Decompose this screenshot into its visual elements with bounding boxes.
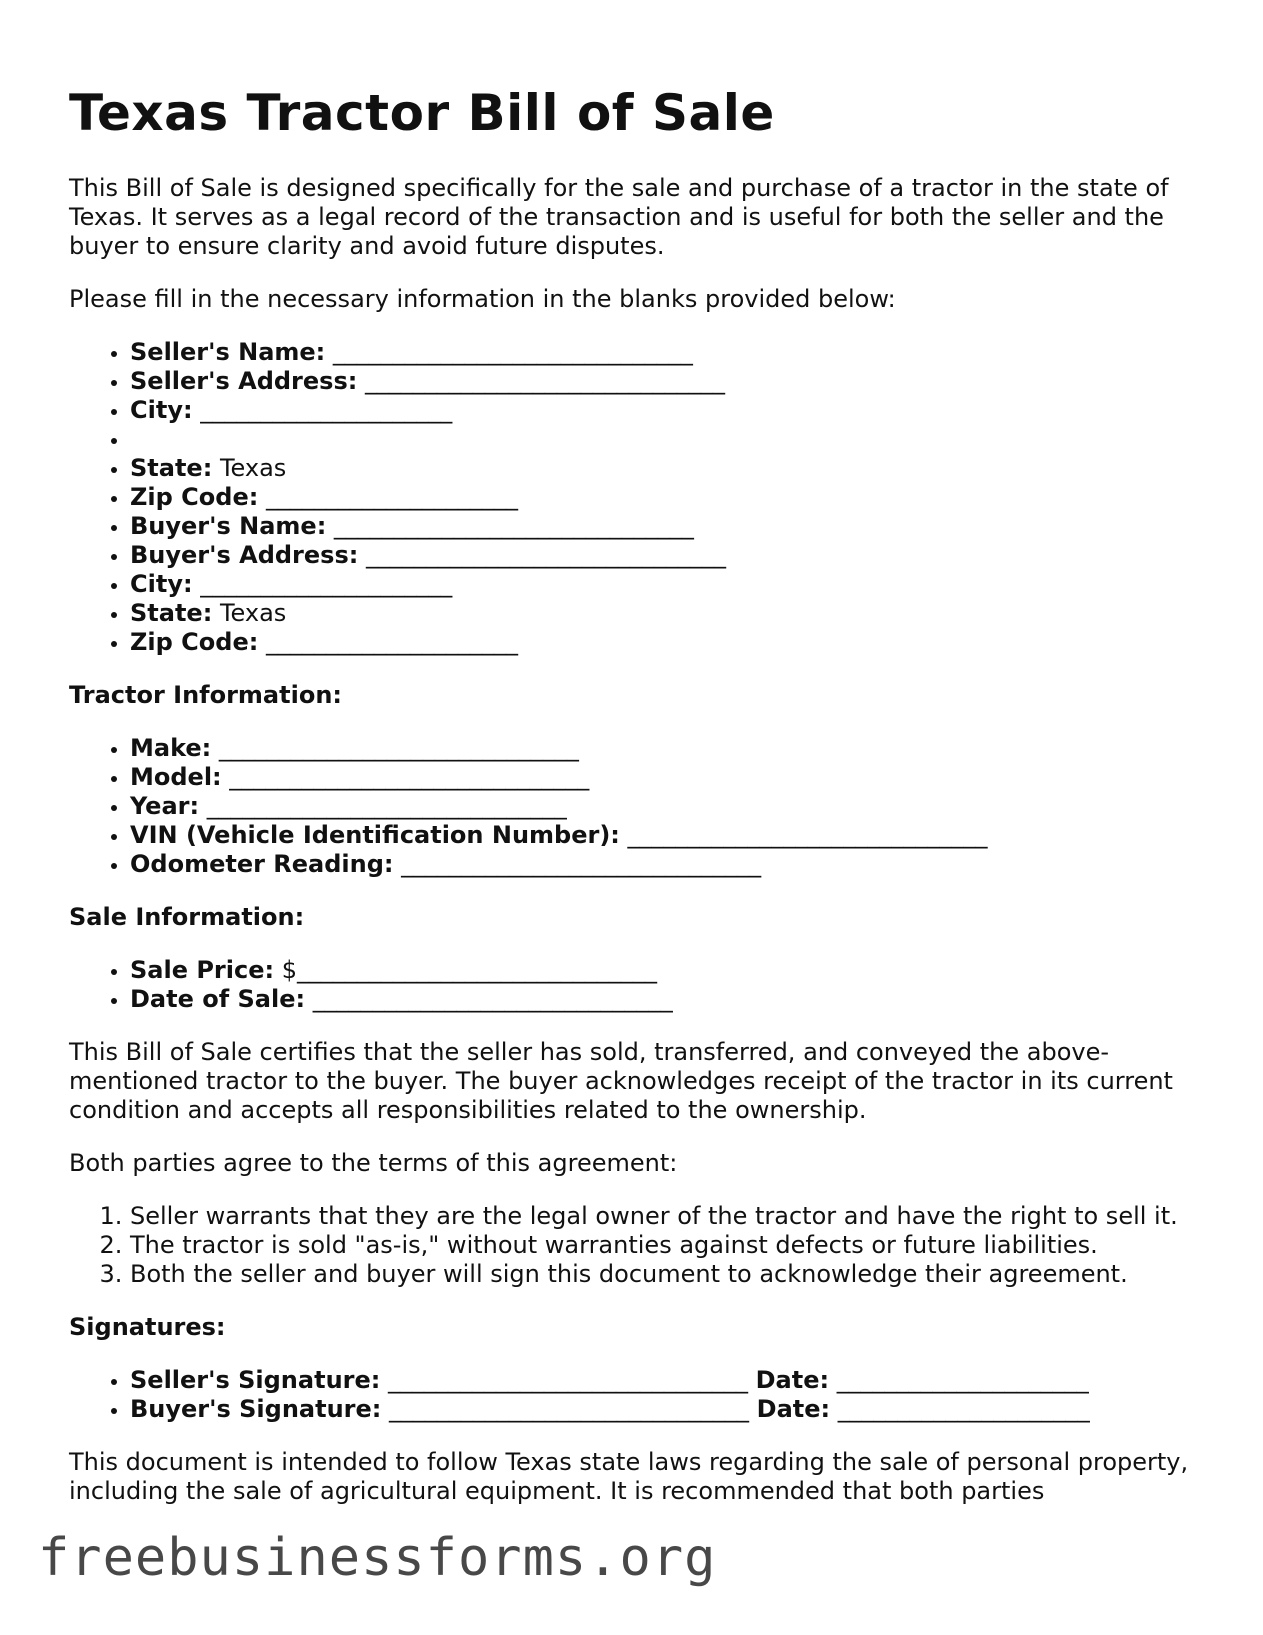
list-item-buyer-zip xyxy=(130,628,1194,657)
list-item-seller-city xyxy=(130,396,1194,425)
field-label: Buyer's Name: xyxy=(130,512,327,540)
blank-field: ______________________________ xyxy=(221,763,590,791)
field-label: Seller's Name: xyxy=(130,338,326,366)
field-label: City: xyxy=(130,396,193,424)
blank-field: ______________________________ xyxy=(305,985,673,1013)
field-label: State: xyxy=(130,454,213,482)
field-label: City: xyxy=(130,570,193,598)
blank-field: ______________________________ xyxy=(380,1366,756,1394)
blank-field: ______________________________ xyxy=(619,821,988,849)
blank-field: _____________________ xyxy=(192,396,453,424)
date-label: Date: xyxy=(756,1395,831,1423)
list-item-seller-zip xyxy=(130,483,1194,512)
sale-info-heading: Sale Information: xyxy=(69,903,305,931)
blank-field: _____________________ xyxy=(192,570,453,598)
blank-field: _____________________ xyxy=(829,1366,1089,1394)
closing-paragraph: This document is intended to follow Texas state laws regarding the sale of personal property, including the sale of agricultural equipment. It is recommended that both parties xyxy=(69,1448,1189,1505)
field-label: Make: xyxy=(130,734,212,762)
list-item-make xyxy=(130,734,1194,763)
sale-info-list xyxy=(69,956,1194,1014)
field-value: Texas xyxy=(212,599,287,627)
list-item-year xyxy=(130,792,1194,821)
instructions-paragraph: Please fill in the necessary information in the blanks provided below: xyxy=(69,285,896,313)
list-item-buyer-signature xyxy=(130,1395,1194,1424)
list-item-sale-price xyxy=(130,956,1194,985)
list-item-buyer-state xyxy=(130,599,1194,628)
blank-field: $______________________________ xyxy=(274,956,657,984)
certification-paragraph: This Bill of Sale certifies that the seller has sold, transferred, and conveyed the above-mentioned tractor to the buyer. The buyer acknowledges receipt of the tractor in its current condition and accepts all responsibilities related to the ownership. xyxy=(69,1038,1173,1124)
blank-field: ______________________________ xyxy=(381,1395,757,1423)
blank-field: _____________________ xyxy=(830,1395,1090,1423)
blank-field: ______________________________ xyxy=(326,512,694,540)
watermark: freebusinessforms.org xyxy=(38,1528,717,1588)
tractor-info-list xyxy=(69,734,1194,879)
list-item-model xyxy=(130,763,1194,792)
list-item-date-of-sale xyxy=(130,985,1194,1014)
term-item: 1. Seller warrants that they are the legal owner of the tractor and have the right to sell it. xyxy=(130,1202,1194,1231)
blank-field: ______________________________ xyxy=(358,541,726,569)
list-item-seller-state xyxy=(130,454,1194,483)
signatures-heading: Signatures: xyxy=(69,1313,226,1341)
intro-paragraph: This Bill of Sale is designed specifically for the sale and purchase of a tractor in the state of Texas. It serves as a legal record of the transaction and is useful for both the seller and the buyer to ensure clarity and avoid future disputes. xyxy=(69,174,1169,260)
blank-field: _____________________ xyxy=(258,483,518,511)
blank-field: ______________________________ xyxy=(357,367,725,395)
document-page xyxy=(69,82,1194,1530)
list-item-buyer-city xyxy=(130,570,1194,599)
field-label: Zip Code: xyxy=(130,628,259,656)
blank-field: ______________________________ xyxy=(393,850,762,878)
blank-field: _____________________ xyxy=(258,628,518,656)
list-item-odometer xyxy=(130,850,1194,879)
list-item-seller-signature xyxy=(130,1366,1194,1395)
field-label: State: xyxy=(130,599,213,627)
list-item-buyer-name xyxy=(130,512,1194,541)
list-item-buyer-address xyxy=(130,541,1194,570)
field-label: Seller's Signature: xyxy=(130,1366,381,1394)
field-label: Buyer's Signature: xyxy=(130,1395,382,1423)
field-label: Date of Sale: xyxy=(130,985,306,1013)
tractor-info-heading: Tractor Information: xyxy=(69,681,342,709)
field-label: Sale Price: xyxy=(130,956,275,984)
blank-field: ______________________________ xyxy=(211,734,579,762)
list-item-vin xyxy=(130,821,1194,850)
field-label: Zip Code: xyxy=(130,483,259,511)
party-info-list xyxy=(69,338,1194,657)
term-item: 3. Both the seller and buyer will sign this document to acknowledge their agreement. xyxy=(130,1260,1194,1289)
signatures-list xyxy=(69,1366,1194,1424)
term-item: 2. The tractor is sold "as-is," without warranties against defects or future liabilities. xyxy=(130,1231,1194,1260)
agreement-intro: Both parties agree to the terms of this agreement: xyxy=(69,1149,678,1177)
terms-list xyxy=(69,1202,1194,1289)
field-label: VIN (Vehicle Identification Number): xyxy=(130,821,620,849)
field-label: Year: xyxy=(130,792,200,820)
list-item-seller-name xyxy=(130,338,1194,367)
date-label: Date: xyxy=(755,1366,830,1394)
blank-field: ______________________________ xyxy=(325,338,693,366)
document-title: Texas Tractor Bill of Sale xyxy=(69,84,775,142)
field-label: Seller's Address: xyxy=(130,367,358,395)
field-value: Texas xyxy=(212,454,287,482)
field-label: Odometer Reading: xyxy=(130,850,394,878)
blank-field: ______________________________ xyxy=(199,792,567,820)
field-label: Buyer's Address: xyxy=(130,541,359,569)
list-item-seller-address xyxy=(130,367,1194,396)
field-label: Model: xyxy=(130,763,222,791)
list-item-empty xyxy=(130,425,1194,454)
